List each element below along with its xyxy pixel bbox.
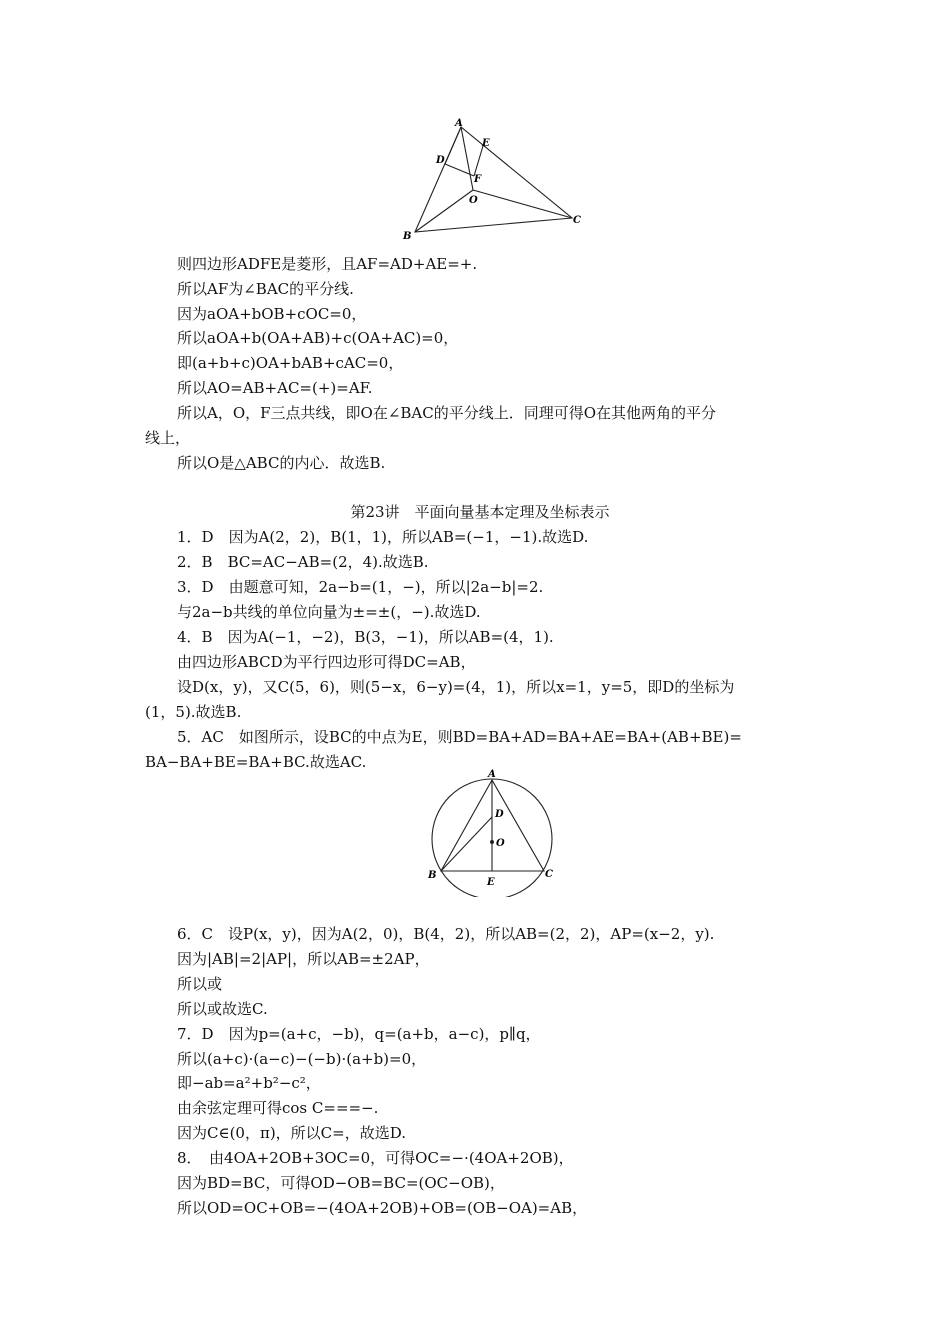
text-line: 设D(x，y)，又C(5，6)，则(5−x，6−y)=(4，1)，所以x=1，y=5，即D的坐标为	[177, 678, 735, 696]
text-line: 所以或	[177, 975, 223, 993]
text-line: 所以A，O，F三点共线，即O在∠BAC的平分线上．同理可得O在其他两角的平分	[177, 404, 717, 422]
text-line: 6．C 设P(x，y)，因为A(2，0)，B(4，2)，所以AB=(2，2)，AP=(x−2，y).	[177, 925, 715, 943]
segment-c-o	[473, 190, 572, 218]
text-line: 8． 由4OA+2OB+3OC=0，可得OC=−·(4OA+2OB)，	[177, 1149, 574, 1167]
text-line: 所以AO=AB+AC=(+)=AF.	[177, 379, 373, 397]
text-line: 2．B BC=AC−AB=(2，4).故选B.	[177, 553, 429, 571]
segment-a-o	[461, 127, 473, 190]
text-line: BA−BA+BE=BA+BC.故选AC.	[145, 753, 367, 771]
label-c: C	[545, 869, 553, 880]
label-o: O	[469, 195, 478, 206]
text-line: 所以或故选C.	[177, 1000, 268, 1018]
text-line: 所以(a+c)·(a−c)−(−b)·(a+b)=0，	[177, 1050, 427, 1068]
text-line: 即−ab=a²+b²−c²，	[177, 1074, 321, 1092]
label-e: E	[482, 138, 490, 149]
label-f: F	[474, 174, 482, 185]
text-line: 所以O是△ABC的内心．故选B.	[177, 454, 386, 472]
segment-e-f	[474, 146, 483, 176]
circle-triangle-figure-2	[423, 765, 563, 897]
text-line: 线上，	[145, 429, 191, 447]
section-title: 第23讲 平面向量基本定理及坐标表示	[350, 503, 610, 521]
triangle-figure-1	[395, 118, 595, 246]
segment-a-d	[445, 127, 461, 164]
text-line: 由四边形ABCD为平行四边形可得DC=AB，	[177, 653, 476, 671]
text-line: 4．B 因为A(−1，−2)，B(3，−1)，所以AB=(4，1).	[177, 628, 554, 646]
text-line: 则四边形ADFE是菱形，且AF=AD+AE=+.	[177, 255, 478, 273]
text-line: 即(a+b+c)OA+bAB+cAC=0，	[177, 354, 404, 372]
triangle-abc	[415, 127, 572, 232]
text-line: 所以AF为∠BAC的平分线.	[177, 280, 354, 298]
text-line: 因为C∈(0，π)，所以C=，故选D.	[177, 1124, 406, 1142]
label-d: D	[495, 809, 504, 820]
label-c: C	[573, 215, 581, 226]
label-e: E	[487, 877, 495, 888]
label-o: O	[496, 838, 505, 849]
label-d: D	[436, 155, 445, 166]
text-line: 因为aOA+bOB+cOC=0，	[177, 305, 367, 323]
text-line: 7．D 因为p=(a+c，−b)，q=(a+b，a−c)，p∥q，	[177, 1025, 541, 1043]
text-line: 与2a−b共线的单位向量为±=±(，−).故选D.	[177, 603, 481, 621]
text-line: 所以OD=OC+OB=−(4OA+2OB)+OB=(OB−OA)=AB，	[177, 1199, 588, 1217]
label-b: B	[403, 231, 412, 242]
label-a: A	[488, 769, 496, 780]
center-point-o	[490, 840, 494, 844]
label-b: B	[428, 870, 437, 881]
label-a: A	[455, 118, 463, 129]
text-line: (1，5).故选B.	[145, 703, 242, 721]
text-line: 5．AC 如图所示，设BC的中点为E，则BD=BA+AD=BA+AE=BA+(AB+BE)=	[177, 728, 742, 746]
text-line: 由余弦定理可得cos C===−.	[177, 1099, 379, 1117]
text-line: 所以aOA+b(OA+AB)+c(OA+AC)=0，	[177, 329, 459, 347]
text-line: 因为|AB|=2|AP|，所以AB=±2AP，	[177, 950, 430, 968]
text-line: 3．D 由题意可知，2a−b=(1，−)，所以|2a−b|=2.	[177, 578, 544, 596]
text-line: 因为BD=BC，可得OD−OB=BC=(OC−OB)，	[177, 1174, 505, 1192]
text-line: 1．D 因为A(2，2)，B(1，1)，所以AB=(−1，−1).故选D.	[177, 528, 589, 546]
